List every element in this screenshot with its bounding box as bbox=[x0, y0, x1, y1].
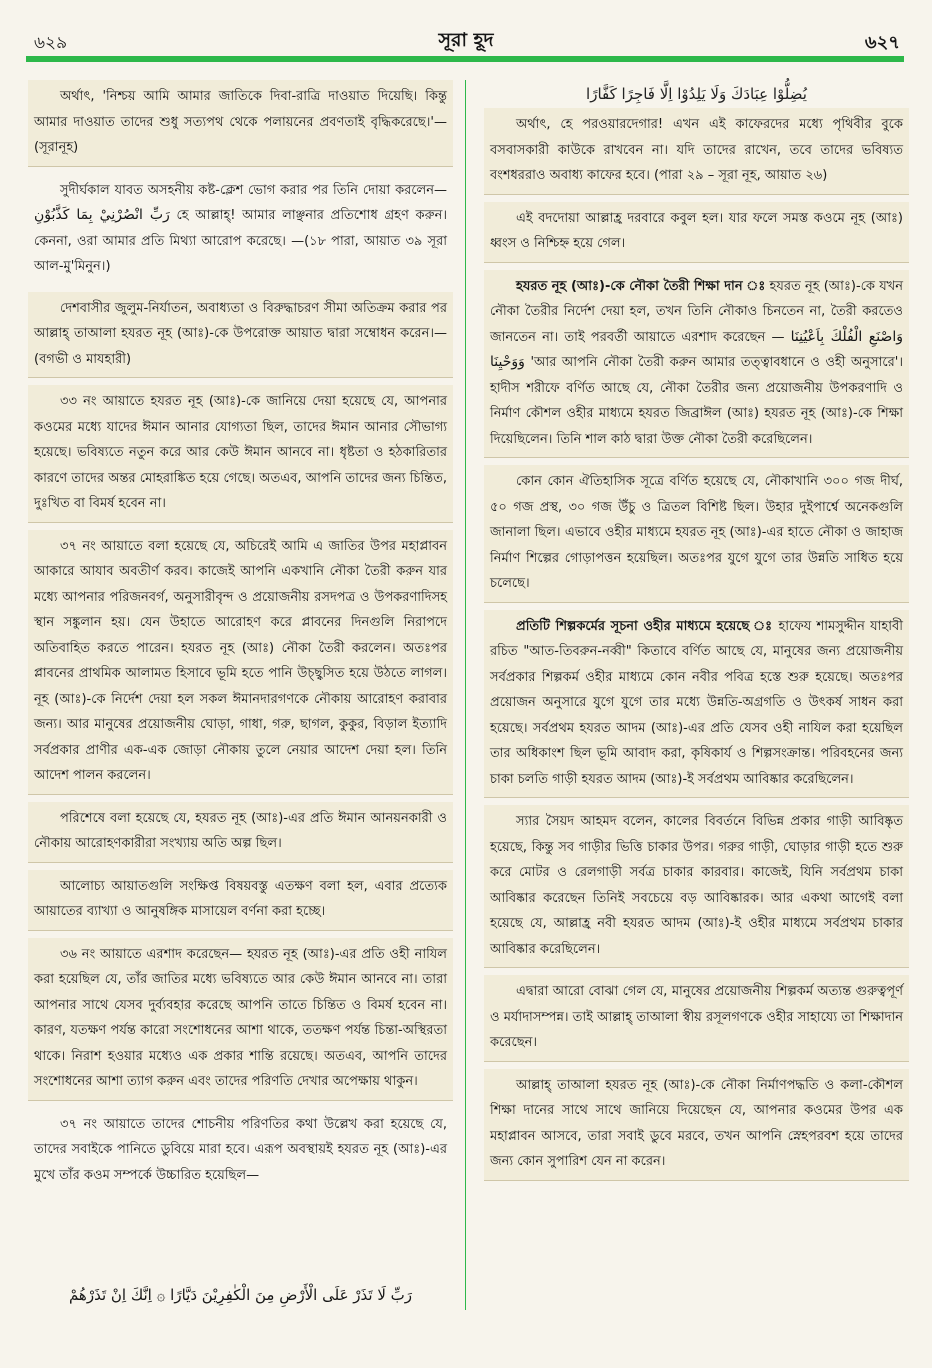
column-divider bbox=[465, 80, 466, 1310]
text-span: 'আর আপনি নৌকা তৈরী করুন আমার তত্ত্বাবধানে ও ওহী অনুসারে'। হাদীস শরীফে বর্ণিত আছে যে, নৌকা তৈরীর জন্য প্রয়োজনীয় উপকরণাদি ও নির্মাণ কৌশল ওহীর মাধ্যমে হযরত জিব্রাঈল (আঃ) হযরত নূহ (আঃ)-কে শিক্ষা দিয়েছিলেন। তিনি শাল কাঠ দ্বারা উক্ত নৌকা তৈরী করেছিলেন। bbox=[490, 355, 903, 447]
paragraph bbox=[484, 975, 909, 1062]
left-column bbox=[28, 80, 453, 1200]
paragraph-text: আলোচ্য আয়াতগুলি সংক্ষিপ্ত বিষয়বস্তু এতক্ষণ বলা হল, এবার প্রত্যেক আয়াতের ব্যাখ্যা ও আনুষঙ্গিক মাসায়েল বর্ণনা করা হচ্ছে। bbox=[34, 878, 447, 919]
paragraph-text: অর্থাৎ, 'নিশ্চয় আমি আমার জাতিকে দিবা-রাত্রি দাওয়াত দিয়েছি। কিন্তু আমার দাওয়াত তাদের শুধু সত্যপথ থেকে পলায়নের প্রবণতাই বৃদ্ধিকরেছে।'—(সূরানূহ) bbox=[34, 89, 447, 155]
paragraph-text: দেশবাসীর জুলুম-নির্যাতন, অবাধ্যতা ও বিরুদ্ধাচরণ সীমা অতিক্রম করার পর আল্লাহ্ তাআলা হযরত নূহ (আঃ)-কে উপরোক্ত আয়াত দ্বারা সম্বোধন করেন।—(বগভী ও মাযহারী) bbox=[34, 300, 447, 367]
paragraph-text: ৩৭ নং আয়াতে বলা হয়েছে যে, অচিরেই আমি এ জাতির উপর মহাপ্লাবন আকারে আযাব অবতীর্ণ করব। কাজেই আপনি একখানি নৌকা তৈরী করুন যার মধ্যে আপনার পরিজনবর্গ, অনুসারীবৃন্দ ও প্রয়োজনীয় রসদপত্র ও উপকরণাদিসহ স্থান সঙ্কুলান হয়। যেন উহাতে আরোহণ করে প্লাবনের দিনগুলি নিরাপদে অতিবাহিত করতে পারেন। হযরত নূহ (আঃ) নৌকা তৈরী করলেন। অতঃপর প্লাবনের প্রাথমিক আলামত হিসাবে ভূমি হতে পানি উচ্ছ্বসিত হয়ে উঠতে লাগল। নূহ (আঃ)-কে নির্দেশ দেয়া হল সকল ঈমানদারগণকে নৌকায় আরোহণ করাবার জন্য। আর মানুষের প্রয়োজনীয় ঘোড়া, গাধা, গরু, ছাগল, কুকুর, বিড়াল ইত্যাদি সর্বপ্রকার প্রাণীর এক-এক জোড়া নৌকায় তুলে নেয়ার আদেশ দেয়া হল। তিনি আদেশ পালন করলেন। bbox=[34, 538, 447, 783]
paragraph bbox=[28, 530, 453, 795]
paragraph-text: পরিশেষে বলা হয়েছে যে, হযরত নূহ (আঃ)-এর প্রতি ঈমান আনয়নকারী ও নৌকায় আরোহণকারীরা সংখ্যায় অতি অল্প ছিল। bbox=[34, 810, 447, 851]
section-heading: হযরত নূহ (আঃ)-কে নৌকা তৈরী শিক্ষা দান ঃ bbox=[516, 278, 766, 294]
paragraph-text: ৩৭ নং আয়াতে তাদের শোচনীয় পরিণতির কথা উল্লেখ করা হয়েছে যে, তাদের সবাইকে পানিতে ডুবিয়ে মারা হবে। এরূপ অবস্থায়ই হযরত নূহ (আঃ)-এর মুখে তাঁর কওম সম্পর্কে উচ্চারিত হয়েছিল— bbox=[34, 1116, 447, 1183]
paragraph bbox=[484, 610, 909, 799]
page-title: সূরা হূদ bbox=[438, 29, 494, 51]
paragraph-text bbox=[490, 274, 903, 453]
paragraph bbox=[484, 465, 909, 603]
page-number-left: ৬২৯ bbox=[34, 33, 68, 53]
paragraph bbox=[28, 870, 453, 931]
paragraph-text: ৩৩ নং আয়াতে হযরত নূহ (আঃ)-কে জানিয়ে দেয়া হয়েছে যে, আপনার কওমের মধ্যে যাদের ঈমান আনার যোগ্যতা ছিল, তাদের ঈমান আনার সৌভাগ্য হয়েছে। ভবিষ্যতে নতুন করে আর কেউ ঈমান আনবে না। ধৃষ্টতা ও হঠকারিতার কারণে তাদের অন্তর মোহরাঙ্কিত হয়ে গেছে। অতএব, আপনি তাদের জন্য চিন্তিত, দুঃখিত বা বিমর্ষ হবেন না। bbox=[34, 394, 447, 511]
paragraph bbox=[28, 80, 453, 167]
header-rule bbox=[26, 56, 904, 62]
paragraph-text: কোন কোন ঐতিহাসিক সূত্রে বর্ণিত হয়েছে যে, নৌকাখানি ৩০০ গজ দীর্ঘ, ৫০ গজ প্রস্থ, ৩০ গজ উঁচু ও ত্রিতল বিশিষ্ট ছিল। উহার দুইপার্শ্বে অনেকগুলি জানালা ছিল। এভাবে ওহীর মাধ্যমে হযরত নূহ (আঃ)-এর হাতে নৌকা ও জাহাজ নির্মাণ শিল্পের গোড়াপত্তন হয়েছিল। অতঃপর যুগে যুগে তার উন্নতি সাধিত হয়ে চলেছে। bbox=[490, 474, 903, 591]
paragraph bbox=[484, 108, 909, 195]
paragraph-text: এই বদদোয়া আল্লাহ্র দরবারে কবুল হল। যার ফলে সমস্ত কওমে নূহ (আঃ) ধ্বংস ও নিশ্চিহ্ন হয়ে গেল। bbox=[490, 210, 903, 251]
paragraph-text: আল্লাহ্ তাআলা হযরত নূহ (আঃ)-কে নৌকা নির্মাণপদ্ধতি ও কলা-কৌশল শিক্ষা দানের সাথে সাথে জানিয়ে দিয়েছেন যে, আপনার কওমের উপর এক মহাপ্লাবন আসবে, তারা সবাই ডুবে মরবে, তখন আপনি স্নেহপরবশ হয়ে তাদের জন্য কোন সুপারিশ যেন না করেন। bbox=[490, 1077, 903, 1169]
paragraph bbox=[28, 1108, 453, 1194]
text-span: হযরত নূহ (আঃ)-কে যখন নৌকা তৈরীর নির্দেশ দেয়া হল, তখন তিনি নৌকাও চিনতেন না, তৈরী করতেও জানতেন না। তাই পরবর্তী আয়াতে এরশাদ করেছেন — bbox=[490, 278, 903, 345]
paragraph-text: এদ্বারা আরো বোঝা গেল যে, মানুষের প্রয়োজনীয় শিল্পকর্ম অত্যন্ত গুরুত্বপূর্ণ ও মর্যাদাসম্পন্ন। তাই আল্লাহ্ তাআলা স্বীয় রসূলগণকে ওহীর সাহায্যে তা শিক্ষাদান করেছেন। bbox=[490, 984, 903, 1050]
paragraph-text: ৩৬ নং আয়াতে এরশাদ করেছেন— হযরত নূহ (আঃ)-এর প্রতি ওহী নাযিল করা হয়েছিল যে, তাঁর জাতির মধ্যে ভবিষ্যতে আর কেউ ঈমান আনবে না। তারা আপনার সাথে যেসব দুর্ব্যবহার করেছে আপনি তাতে চিন্তিত ও বিমর্ষ হবেন না। কারণ, যতক্ষণ পর্যন্ত কারো সংশোধনের আশা থাকে, ততক্ষণ পর্যন্ত চিন্তা-অস্থিরতা থাকে। নিরাশ হওয়ার মধ্যেও এক প্রকার শান্তি রয়েছে। অতএব, আপনি তাদের সংশোধনের আশা ত্যাগ করুন এবং তাদের পরিণতি দেখার অপেক্ষায় থাকুন। bbox=[34, 946, 447, 1089]
paragraph bbox=[28, 385, 453, 523]
paragraph bbox=[28, 938, 453, 1101]
page-header bbox=[0, 0, 932, 62]
paragraph bbox=[28, 802, 453, 863]
arabic-verse: وَاصْنَعِ الْفُلْكَ بِاَعْيُنِنَا وَوَحْيِنَا bbox=[490, 328, 903, 370]
text-span: হাফেয শামসুদ্দীন যাহাবী রচিত "আত-তিবরুন-নব্বী" কিতাবে বর্ণিত আছে যে, মানুষের জন্য প্রয়োজনীয় সর্বপ্রকার শিল্পকর্ম ওহীর মাধ্যমে কোন নবীর পবিত্র হস্তে শুরু হয়েছে। অতঃপর প্রয়োজন অনুসারে যুগে যুগে তার মধ্যে উন্নতি-অগ্রগতি ও উৎকর্ষ সাধন করা হয়েছে। সর্বপ্রথম হযরত আদম (আঃ)-এর প্রতি যেসব ওহী নাযিল করা হয়েছিল তার অধিকাংশ ছিল ভূমি আবাদ করা, কৃষিকার্য ও শিল্পসংক্রান্ত। পরিবহনের জন্য চাকা চলতি গাড়ী হযরত আদম (আঃ)-ই সর্বপ্রথম আবিষ্কার করেছিলেন। bbox=[490, 618, 903, 787]
paragraph bbox=[484, 270, 909, 459]
text-span: সুদীর্ঘকাল যাবত অসহনীয় কষ্ট-ক্লেশ ভোগ করার পর তিনি দোয়া করলেন— bbox=[60, 182, 447, 198]
section-heading: প্রতিটি শিল্পকর্মের সূচনা ওহীর মাধ্যমে হয়েছে ঃ bbox=[516, 618, 774, 634]
paragraph bbox=[484, 202, 909, 263]
paragraph-text bbox=[490, 614, 903, 793]
page-number-right: ৬২৭ bbox=[864, 32, 900, 53]
paragraph-text: স্যার সৈয়দ আহমদ বলেন, কালের বিবর্তনে বিভিন্ন প্রকার গাড়ী আবিষ্কৃত হয়েছে, কিন্তু সব গাড়ীর ভিত্তি চাকার উপর। গরুর গাড়ী, ঘোড়ার গাড়ী হতে শুরু করে মোটর ও রেলগাড়ী সর্বত্র চাকার কারবার। কাজেই, যিনি সর্বপ্রথম চাকা আবিষ্কার করেছেন তিনিই সবচেয়ে বড় আবিষ্কারক। আর একথা আগেই বলা হয়েছে যে, আল্লাহ্র নবী হযরত আদম (আঃ)-ই ওহীর মাধ্যমে সর্বপ্রথম চাকার আবিষ্কার করেছিলেন। bbox=[490, 814, 903, 957]
paragraph bbox=[484, 805, 909, 968]
arabic-verse-bottom: رَبِّ لَا تَذَرْ عَلَى الْأَرْضِ مِنَ الْكٰفِرِيْنَ دَيَّارًا ۞ اِنَّكَ اِنْ تَذَرْهُمْ bbox=[68, 1286, 413, 1304]
paragraph bbox=[28, 292, 453, 379]
right-column bbox=[484, 80, 909, 1188]
paragraph bbox=[484, 1069, 909, 1181]
arabic-verse: رَبِّ انْصُرْنِيْ بِمَا كَذَّبُوْنِ bbox=[34, 207, 170, 223]
text-span: হে আল্লাহ্! আমার লাঞ্ছনার প্রতিশোধ গ্রহণ করুন। কেননা, ওরা আমার প্রতি মিথ্যা আরোপ করেছে। —(১৮ পারা, আয়াত ৩৯ সূরা আল-মু'মিনুন।) bbox=[34, 208, 448, 274]
paragraph-text bbox=[34, 178, 447, 280]
paragraph bbox=[28, 174, 453, 285]
arabic-verse-top: يُضِلُّوْا عِبَادَكَ وَلَا يَلِدُوْا اِلَّا فَاجِرًا كَفَّارًا bbox=[586, 85, 807, 103]
paragraph-text: অর্থাৎ, হে পরওয়ারদেগার! এখন এই কাফেরদের মধ্যে পৃথিবীর বুকে বসবাসকারী কাউকে রাখবেন না। যদি তাদের রাখেন, তবে তাদের ভবিষ্যত বংশধররাও অবাধ্য কাফের হবে। (পারা ২৯ – সূরা নূহ, আয়াত ২৬) bbox=[490, 117, 903, 183]
